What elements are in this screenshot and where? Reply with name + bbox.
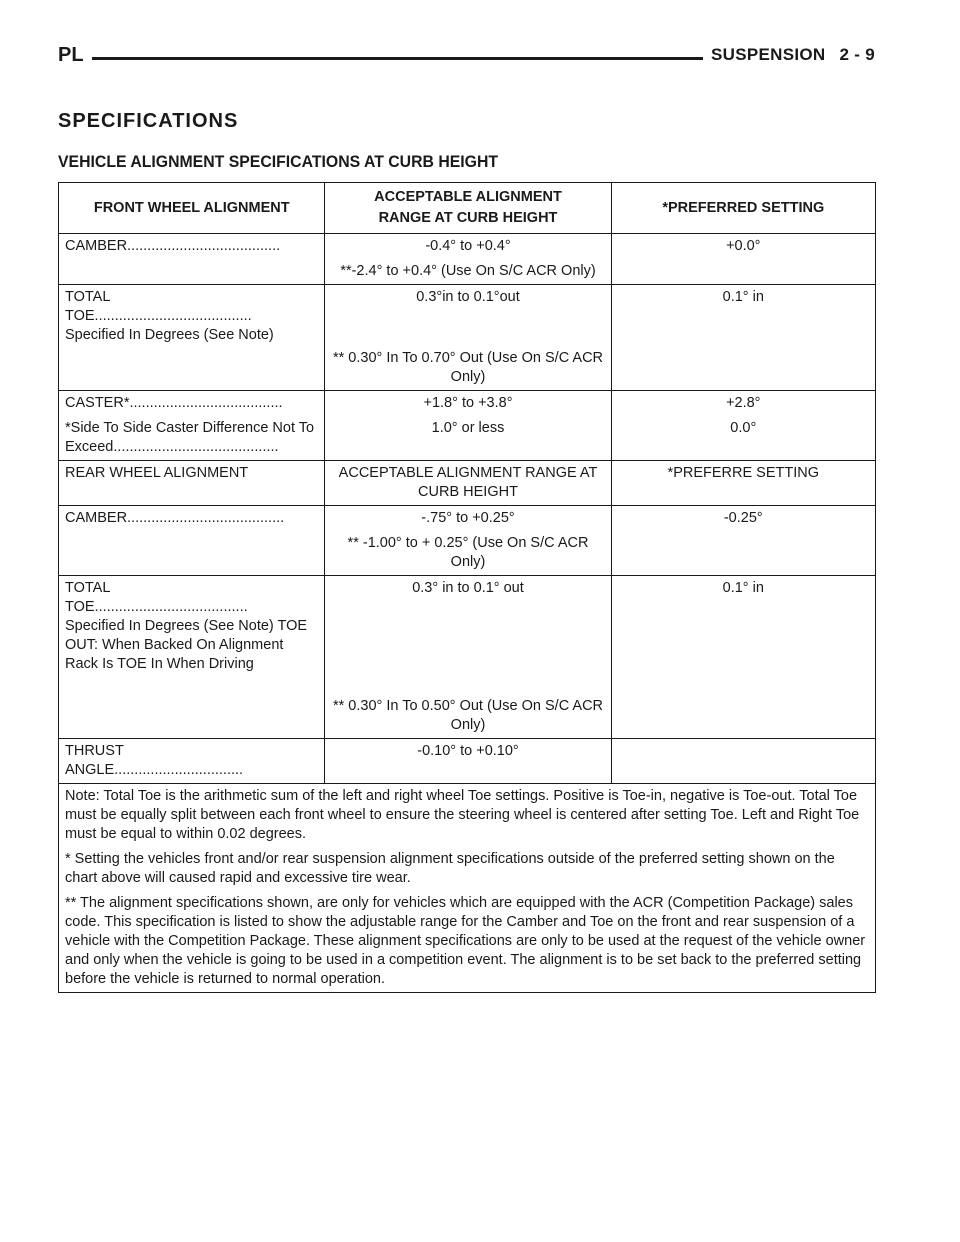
front-toe-label xyxy=(59,285,325,391)
rear-camber-label: CAMBER....................................... xyxy=(59,506,325,576)
label-line: TOTAL xyxy=(65,289,111,305)
label-line: THRUST xyxy=(65,743,124,759)
front-toe-preferred: 0.1° in xyxy=(611,285,875,391)
rear-header-row xyxy=(59,461,876,506)
front-camber-range xyxy=(325,234,611,285)
preferred-value: +2.8° xyxy=(726,395,761,411)
rear-camber-range xyxy=(325,506,611,576)
rear-toe-label xyxy=(59,576,325,739)
range-acr-value: **-2.4° to +0.4° (Use On S/C ACR Only) xyxy=(340,263,596,279)
header-rule xyxy=(92,57,703,60)
label-line: Specified In Degrees (See Note) TOE OUT: When Backed On Alignment Rack Is TOE In When Driving xyxy=(65,618,308,672)
rear-preferred-heading: *PREFERRE SETTING xyxy=(611,461,875,506)
thrust-label xyxy=(59,739,325,784)
alignment-spec-table xyxy=(58,182,876,993)
caster-label xyxy=(59,391,325,461)
range-acr-value: ** 0.30° In To 0.50° Out (Use On S/C ACR Only) xyxy=(332,698,604,733)
table-header-row xyxy=(59,183,876,234)
table-row xyxy=(59,739,876,784)
caster-range xyxy=(325,391,611,461)
rear-wheel-heading: REAR WHEEL ALIGNMENT xyxy=(59,461,325,506)
table-title: VEHICLE ALIGNMENT SPECIFICATIONS AT CURB HEIGHT xyxy=(58,152,499,171)
header-range-line2: RANGE AT CURB HEIGHT xyxy=(378,210,558,226)
note-toe: Note: Total Toe is the arithmetic sum of the left and right wheel Toe settings. Positive is Toe-in, negative is Toe-out. Total Toe must be equally split between each front wheel to ensure the steering wheel is centered after setting Toe. Left and Right Toe must be equal to within 0.02 degrees. xyxy=(65,788,860,842)
note-acr: ** The alignment specifications shown, are only for vehicles which are equipped with the ACR (Competition Package) sales code. This specification is listed to show the adjustable range for the Camber and Toe on the front and rear suspension of a vehicle with the Competition Package. These alignment specifications are only to be used at the request of the vehicle owner and only when the vehicle is going to be used in a competition event. The alignment is to be set back to the preferred setting before the vehicle is returned to normal operation. xyxy=(65,895,866,987)
label-line: *Side To Side Caster Difference Not To Exceed......................................... xyxy=(65,420,315,455)
page-number: 2 - 9 xyxy=(839,45,875,64)
table-row xyxy=(59,506,876,576)
header-acceptable-range xyxy=(325,183,611,234)
notes-row xyxy=(59,784,876,993)
label-line: Specified In Degrees (See Note) xyxy=(65,327,274,343)
range-value: 0.3°in to 0.1°out xyxy=(416,289,520,305)
rear-camber-preferred: -0.25° xyxy=(611,506,875,576)
thrust-range: -0.10° to +0.10° xyxy=(325,739,611,784)
front-camber-label: CAMBER...................................... xyxy=(59,234,325,285)
label-line: ANGLE................................ xyxy=(65,762,244,778)
rear-range-heading: ACCEPTABLE ALIGNMENT RANGE AT CURB HEIGHT xyxy=(325,461,611,506)
header-range-line1: ACCEPTABLE ALIGNMENT xyxy=(374,189,562,205)
range-value: -.75° to +0.25° xyxy=(421,510,515,526)
header-front-wheel: FRONT WHEEL ALIGNMENT xyxy=(59,183,325,234)
front-toe-range xyxy=(325,285,611,391)
section-name: SUSPENSION xyxy=(710,45,826,64)
label-line: TOE...................................... xyxy=(65,599,248,615)
table-row xyxy=(59,576,876,739)
note-preferred-setting: * Setting the vehicles front and/or rear suspension alignment specifications outside of the preferred setting shown on the chart above will caused rapid and excessive tire wear. xyxy=(65,851,835,886)
section-page xyxy=(711,45,875,65)
thrust-preferred xyxy=(611,739,875,784)
table-row xyxy=(59,234,876,285)
label-line: TOTAL xyxy=(65,580,111,596)
rear-toe-range xyxy=(325,576,611,739)
label-line: TOE....................................... xyxy=(65,308,252,324)
header-preferred: *PREFERRED SETTING xyxy=(611,183,875,234)
range-acr-value: ** 0.30° In To 0.70° Out (Use On S/C ACR Only) xyxy=(332,350,604,385)
range-value: -0.4° to +0.4° xyxy=(425,238,511,254)
table-row xyxy=(59,285,876,391)
range-value: 0.3° in to 0.1° out xyxy=(412,580,524,596)
range-acr-value: ** -1.00° to + 0.25° (Use On S/C ACR Only) xyxy=(347,535,589,570)
preferred-value: 0.0° xyxy=(730,420,757,436)
label-line: CASTER*...................................... xyxy=(65,395,283,411)
model-code: PL xyxy=(58,44,84,66)
front-camber-preferred: +0.0° xyxy=(611,234,875,285)
rear-toe-preferred: 0.1° in xyxy=(611,576,875,739)
range-value: +1.8° to +3.8° xyxy=(423,395,513,411)
notes-cell xyxy=(59,784,876,993)
table-row xyxy=(59,391,876,461)
page-header xyxy=(58,44,875,72)
range-value: 1.0° or less xyxy=(431,420,505,436)
caster-preferred xyxy=(611,391,875,461)
page-title: SPECIFICATIONS xyxy=(58,110,239,132)
